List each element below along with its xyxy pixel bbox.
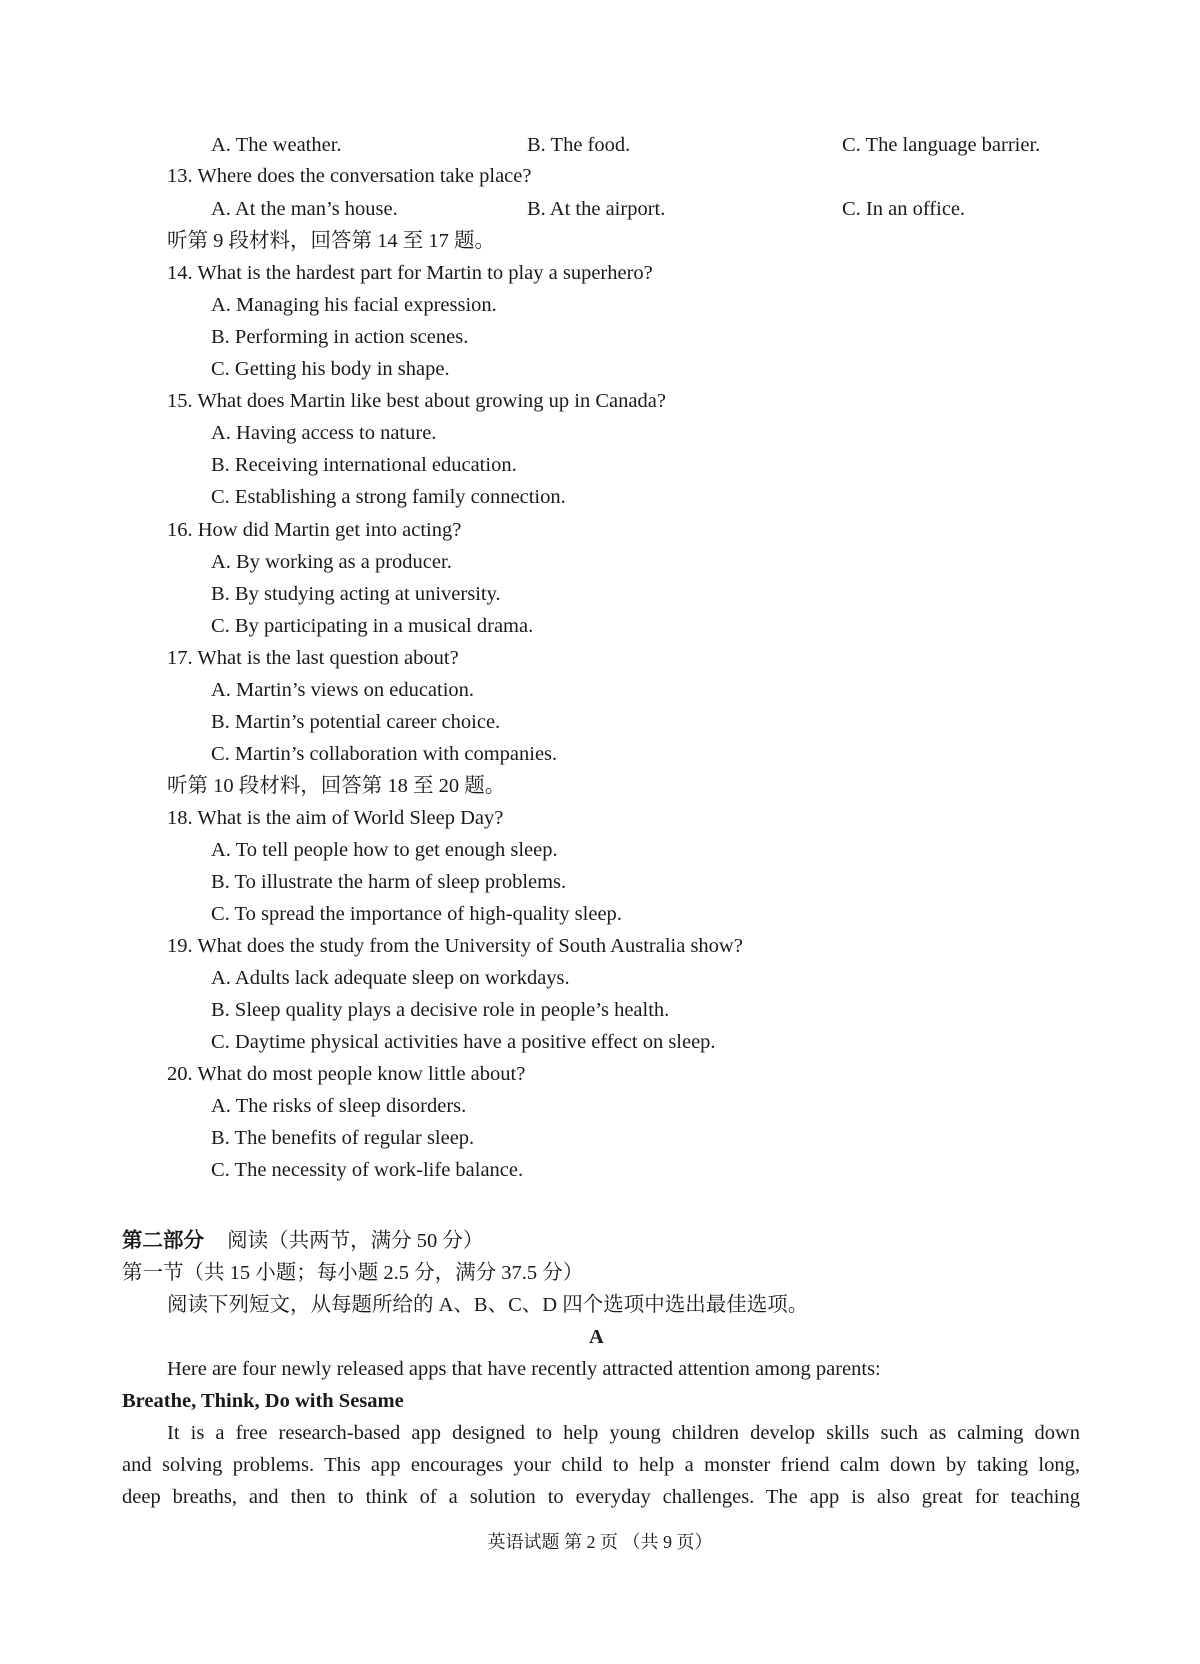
q19-option-b: B. Sleep quality plays a decisive role in people’s health. <box>211 999 670 1021</box>
q16-option-a: A. By working as a producer. <box>211 551 452 573</box>
q12-option-a: A. The weather. <box>211 134 342 156</box>
q18-option-c: C. To spread the importance of high-quality sleep. <box>211 903 622 925</box>
q20-option-b: B. The benefits of regular sleep. <box>211 1127 475 1149</box>
q15-option-c: C. Establishing a strong family connection. <box>211 486 566 508</box>
q13-option-c: C. In an office. <box>842 198 966 220</box>
q18-option-b: B. To illustrate the harm of sleep problems. <box>211 871 567 893</box>
q14-question: 14. What is the hardest part for Martin to play a superhero? <box>167 262 653 284</box>
reading-instruction: 阅读下列短文，从每题所给的 A、B、C、D 四个选项中选出最佳选项。 <box>167 1294 809 1316</box>
q14-option-b: B. Performing in action scenes. <box>211 326 469 348</box>
passage-letter: A <box>589 1326 604 1348</box>
q12-option-b: B. The food. <box>527 134 631 156</box>
q16-question: 16. How did Martin get into acting? <box>167 519 462 541</box>
part2-heading <box>122 1229 483 1253</box>
q19-option-a: A. Adults lack adequate sleep on workdays. <box>211 967 570 989</box>
q15-option-a: A. Having access to nature. <box>211 422 437 444</box>
q16-option-b: B. By studying acting at university. <box>211 583 501 605</box>
q17-option-a: A. Martin’s views on education. <box>211 679 475 701</box>
paragraph-line-1: It is a free research-based app designed to help young children develop skills such as calming down <box>167 1422 1080 1444</box>
paragraph-line-2: and solving problems. This app encourages your child to help a monster friend calm down by taking long, <box>122 1454 1080 1476</box>
q17-question: 17. What is the last question about? <box>167 647 459 669</box>
page-footer: 英语试题 第 2 页 （共 9 页） <box>487 1532 713 1552</box>
app-title: Breathe, Think, Do with Sesame <box>122 1390 404 1412</box>
q17-option-b: B. Martin’s potential career choice. <box>211 711 501 733</box>
q19-option-c: C. Daytime physical activities have a positive effect on sleep. <box>211 1031 716 1053</box>
q18-option-a: A. To tell people how to get enough sleep. <box>211 839 558 861</box>
q17-option-c: C. Martin’s collaboration with companies. <box>211 743 558 765</box>
part2-heading-rest: 阅读（共两节，满分 50 分） <box>227 1230 484 1252</box>
q14-option-c: C. Getting his body in shape. <box>211 358 450 380</box>
q16-option-c: C. By participating in a musical drama. <box>211 615 534 637</box>
section1-heading: 第一节（共 15 小题；每小题 2.5 分，满分 37.5 分） <box>122 1262 584 1284</box>
q12-option-c: C. The language barrier. <box>842 134 1041 156</box>
q18-question: 18. What is the aim of World Sleep Day? <box>167 807 504 829</box>
q13-option-b: B. At the airport. <box>527 198 666 220</box>
listening-instruction-10: 听第 10 段材料，回答第 18 至 20 题。 <box>167 775 506 797</box>
q13-option-a: A. At the man’s house. <box>211 198 398 220</box>
q14-option-a: A. Managing his facial expression. <box>211 294 497 316</box>
listening-instruction-9: 听第 9 段材料，回答第 14 至 17 题。 <box>167 230 495 252</box>
q20-option-a: A. The risks of sleep disorders. <box>211 1095 467 1117</box>
q19-question: 19. What does the study from the University of South Australia show? <box>167 935 743 957</box>
q15-question: 15. What does Martin like best about growing up in Canada? <box>167 390 666 412</box>
q20-question: 20. What do most people know little about? <box>167 1063 526 1085</box>
q15-option-b: B. Receiving international education. <box>211 454 517 476</box>
q20-option-c: C. The necessity of work-life balance. <box>211 1159 524 1181</box>
passage-intro: Here are four newly released apps that have recently attracted attention among parents: <box>167 1358 881 1380</box>
part2-heading-title: 第二部分 <box>122 1230 204 1252</box>
paragraph-line-3: deep breaths, and then to think of a solution to everyday challenges. The app is also great for teaching <box>122 1486 1080 1508</box>
q13-question: 13. Where does the conversation take place? <box>167 165 532 187</box>
